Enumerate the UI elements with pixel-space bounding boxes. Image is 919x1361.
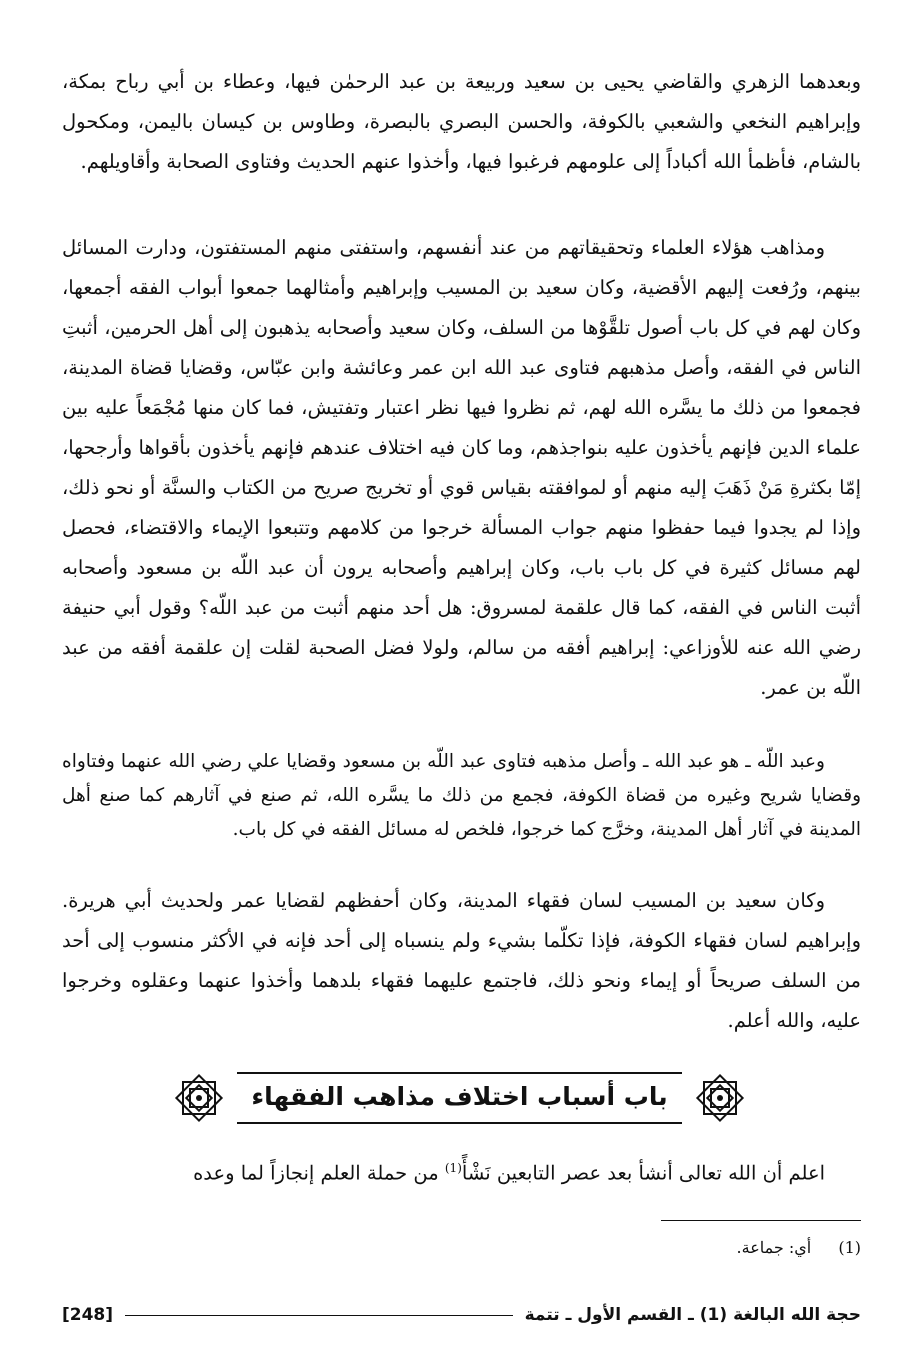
- star-ornament-icon: [692, 1070, 748, 1126]
- paragraph-5: [62, 1148, 861, 1194]
- paragraph-5-text: [62, 1148, 861, 1194]
- paragraph-2: [62, 228, 861, 708]
- paragraph-5-end: من حملة العلم إنجازاً لما وعده: [193, 1161, 445, 1185]
- paragraph-1-text: وبعدهما الزهري والقاضي يحيى بن سعيد وربيعة بن عبد الرحمٰن فيها، وعطاء بن أبي رباح بمكة، وإبراهيم النخعي والشعبي بالكوفة، والحسن البصري بالبصرة، وطاوس بن كيسان باليمن، ومكحول بالشام، فأظمأ الله أكباداً إلى علومهم فرغبوا فيها، وأخذوا عنهم الحديث وفتاوى الصحابة وأقاويلهم.: [62, 70, 861, 173]
- paragraph-4: [62, 881, 861, 1041]
- footer-rule: [125, 1315, 513, 1316]
- section-heading: [0, 1063, 919, 1133]
- paragraph-3: [62, 745, 861, 847]
- paragraph-3-text: وعبد اللّه ـ هو عبد الله ـ وأصل مذهبه فتاوى عبد اللّه بن مسعود وقضايا علي رضي الله عنهما وفتاواه وقضايا شريح وغيره من قضاة الكوفة، فجمع من ذلك ما يسَّره الله، ثم صنع في آثارهم كما صنع أهل المدينة في آثار أهل المدينة، وخرَّج كما خرجوا، فلخص له مسائل الفقه في كل باب.: [62, 751, 861, 840]
- page-footer: [62, 1300, 861, 1330]
- footnote: [737, 1235, 861, 1261]
- page-number: [248]: [62, 1305, 114, 1325]
- section-heading-title: باب أسباب اختلاف مذاهب الفقهاء: [237, 1072, 681, 1124]
- running-title: حجة الله البالغة (1) ـ القسم الأول ـ تتمة: [524, 1305, 861, 1325]
- footnote-number: (1): [838, 1238, 861, 1257]
- paragraph-2-text: ومذاهب هؤلاء العلماء وتحقيقاتهم من عند أنفسهم، واستفتى منهم المستفتون، ودارت المسائل بينهم، ورُفعت إليهم الأقضية، وكان سعيد بن المسيب وإبراهيم وأمثالهما جمعوا أبواب الفقه أجمعها، وكان لهم في كل باب أصول تلقَّوْها من السلف، وكان سعيد وأصحابه يذهبون إلى أهل الحرمين، أثبتِ الناس في الفقه، وأصل مذهبهم فتاوى عبد الله ابن عمر وعائشة وابن عبّاس، وقضايا قضاة المدينة، فجمعوا من ذلك ما يسَّره الله لهم، ثم نظروا فيها نظر اعتبار وتفتيش، فما كان منها مُجْمَعاً عليه بين علماء الدين فإنهم يأخذون عليه بنواجذهم، وما كان فيه اختلاف عندهم فإنهم يأخذون بأقواها وأرجحها، إمّا بكثرةِ مَنْ ذَهَبَ إليه منهم أو لموافقته بقياس قوي أو تخريج صريح من الكتاب والسنَّة أو نحو ذلك، وإذا لم يجدوا فيما حفظوا منهم جواب المسألة خرجوا من كلامهم وتتبعوا الإيماء والاقتضاء، فحصل لهم مسائل كثيرة في كل باب باب، وكان إبراهيم وأصحابه يرون أن عبد اللّه بن مسعود وأصحابه أثبت الناس في الفقه، كما قال علقمة لمسروق: هل أحد منهم أثبت من عبد اللّه؟ وقول أبي حنيفة رضي الله عنه للأوزاعي: إبراهيم أفقه من سالم، ولولا فضل الصحبة لقلت إن علقمة أفقه من عبد اللّه بن عمر.: [62, 236, 861, 699]
- footnote-divider: [661, 1220, 861, 1221]
- paragraph-4-text: وكان سعيد بن المسيب لسان فقهاء المدينة، وكان أحفظهم لقضايا عمر ولحديث أبي هريرة. وإبراهيم لسان فقهاء الكوفة، فإذا تكلّما بشيء ولم ينسباه إلى أحد فإنه في الأكثر منسوب إلى أحد من السلف صريحاً أو إيماء ونحو ذلك، فاجتمع عليهما فقهاء بلدهما وأخذوا عنهما وعقلوه وخرجوا عليه، والله أعلم.: [62, 889, 861, 1032]
- paragraph-1: [62, 62, 861, 182]
- star-ornament-icon: [171, 1070, 227, 1126]
- paragraph-5-start: اعلم أن الله تعالى أنشأ بعد عصر التابعين نَشْأً: [461, 1161, 825, 1185]
- footnote-reference: (1): [444, 1161, 462, 1175]
- footnote-text: أي: جماعة.: [736, 1238, 812, 1257]
